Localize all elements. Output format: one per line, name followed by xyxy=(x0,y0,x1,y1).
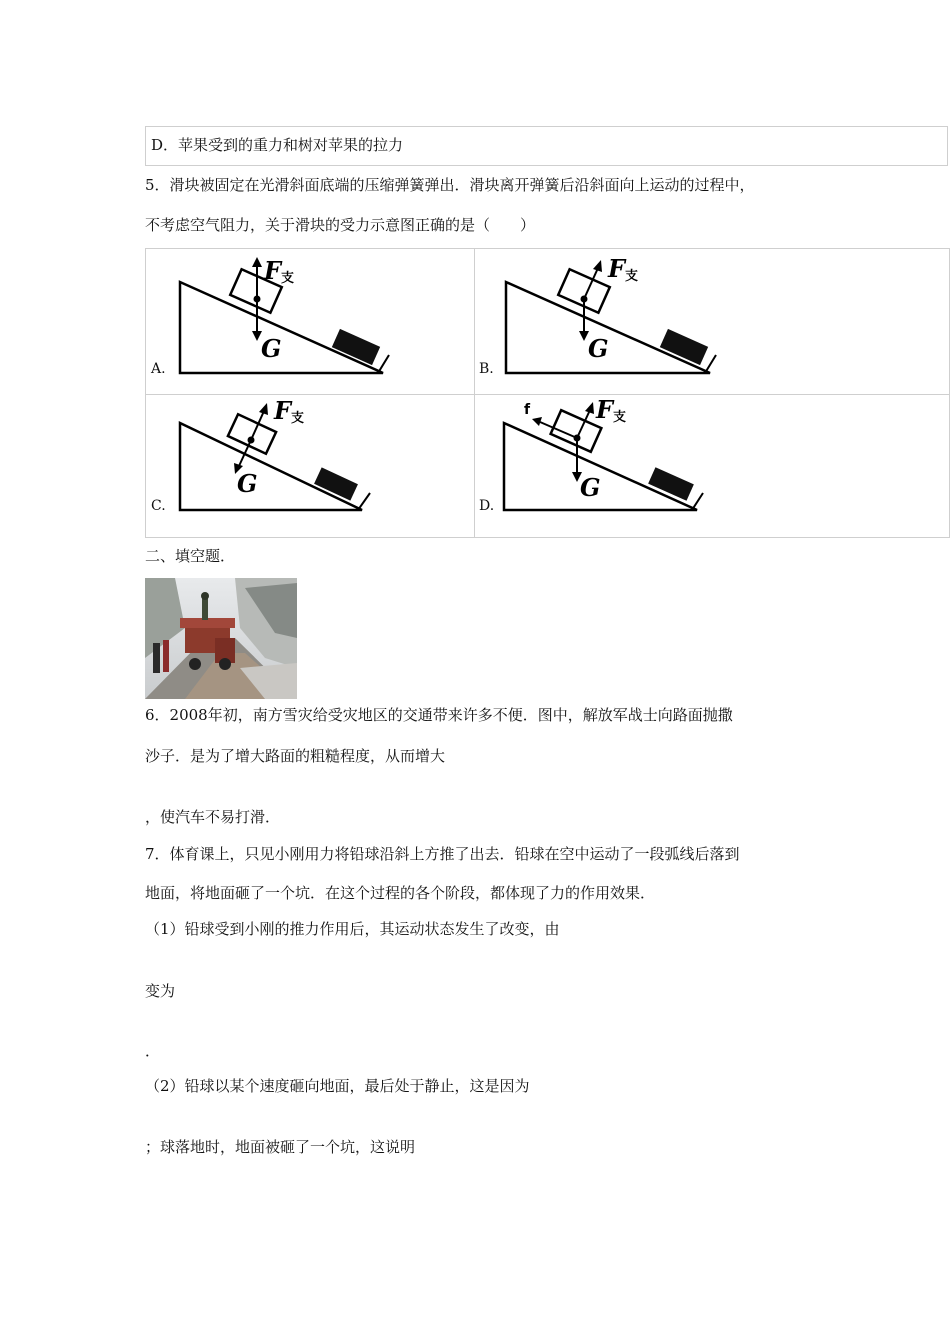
q7-line2: 地面，将地面砸了一个坑．在这个过程的各个阶段，都体现了力的作用效果． xyxy=(145,884,656,902)
svg-text:G: G xyxy=(237,469,258,498)
q5-option-c[interactable] xyxy=(146,394,474,537)
incline-diagram-a xyxy=(146,249,474,394)
svg-text:F: F xyxy=(274,396,292,425)
q6-line3: ，使汽车不易打滑． xyxy=(145,808,281,826)
q5-option-d-label: D. xyxy=(479,498,495,514)
svg-text:支: 支 xyxy=(281,271,295,286)
q5-option-b[interactable] xyxy=(474,249,949,394)
q5-option-b-label: B. xyxy=(479,361,494,377)
q5-option-a[interactable] xyxy=(146,249,474,394)
svg-text:F: F xyxy=(608,254,626,283)
q5-options-grid xyxy=(145,248,950,538)
q5-option-a-label: A. xyxy=(151,361,166,377)
section2-title: 二、填空题． xyxy=(145,547,236,565)
incline-diagram-d xyxy=(474,394,949,537)
svg-text:F: F xyxy=(596,395,614,424)
incline-diagram-c xyxy=(146,394,474,537)
q5-option-d[interactable] xyxy=(474,394,949,537)
q7-line1: 7．体育课上，只见小刚用力将铅球沿斜上方推了出去．铅球在空中运动了一段弧线后落到 xyxy=(145,845,740,863)
soldiers-truck-image xyxy=(145,578,297,699)
q7-part1-c: ． xyxy=(145,1042,161,1060)
snow-road-photo xyxy=(145,578,297,699)
force-label-a: F xyxy=(264,256,282,285)
incline-diagram-b xyxy=(474,249,949,394)
q6-line2: 沙子．是为了增大路面的粗糙程度，从而增大 xyxy=(145,747,446,765)
svg-text:G: G xyxy=(580,473,601,502)
q7-part2-b: ；球落地时，地面被砸了一个坑，这说明 xyxy=(145,1138,416,1156)
q4-option-d-box xyxy=(145,126,948,166)
svg-text:G: G xyxy=(588,334,609,363)
spring-a xyxy=(332,329,389,373)
q5-option-c-label: C. xyxy=(151,498,166,514)
svg-text:支: 支 xyxy=(625,269,639,284)
svg-text:支: 支 xyxy=(291,411,305,426)
q7-part1-b: 变为 xyxy=(145,982,176,1000)
svg-text:f: f xyxy=(524,402,531,418)
svg-text:支: 支 xyxy=(613,410,627,425)
q7-part1: （1）铅球受到小刚的推力作用后，其运动状态发生了改变，由 xyxy=(145,920,560,938)
q7-part2: （2）铅球以某个速度砸向地面，最后处于静止，这是因为 xyxy=(145,1077,530,1095)
q4-option-d: D．苹果受到的重力和树对苹果的拉力 xyxy=(151,136,404,154)
q5-line2: 不考虑空气阻力，关于滑块的受力示意图正确的是（ ） xyxy=(145,216,536,234)
q5-line1: 5．滑块被固定在光滑斜面底端的压缩弹簧弹出．滑块离开弹簧后沿斜面向上运动的过程中， xyxy=(145,176,755,194)
q6-line1: 6．2008年初，南方雪灾给受灾地区的交通带来许多不便．图中，解放军战士向路面抛撒 xyxy=(145,706,733,724)
svg-text:G: G xyxy=(261,334,282,363)
